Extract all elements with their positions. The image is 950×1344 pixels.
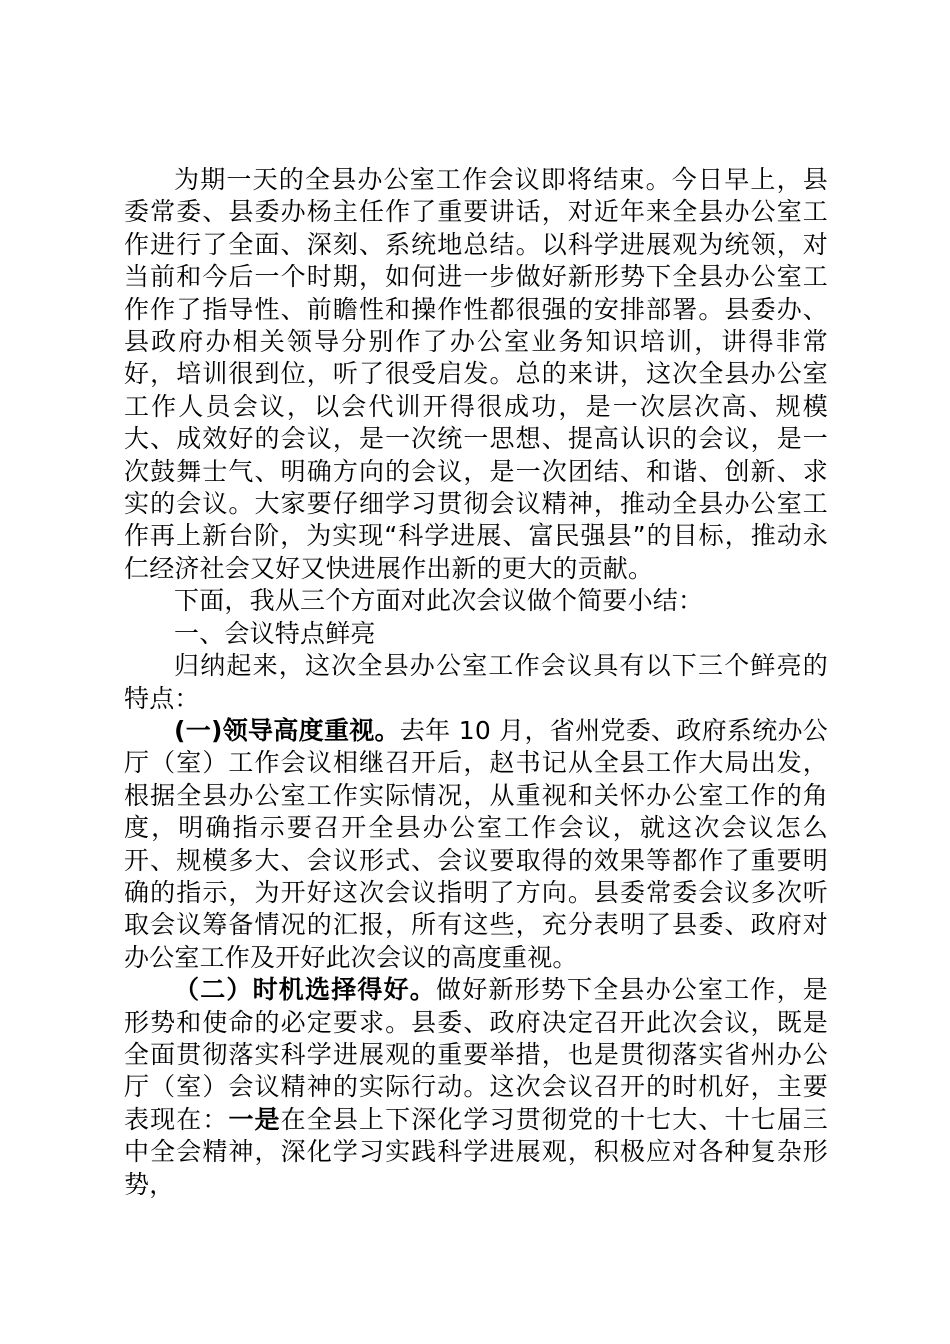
paragraph-point-2 bbox=[124, 974, 828, 1201]
point-heading: (一)领导高度重视。 bbox=[174, 715, 400, 745]
paragraph-text: 归纳起来，这次全县办公室工作会议具有以下三个鲜亮的特点： bbox=[124, 651, 828, 713]
paragraph-text: 为期一天的全县办公室工作会议即将结束。今日早上，县委常委、县委办杨主任作了重要讲话，对近年来全县办公室工作进行了全面、深刻、系统地总结。以科学进展观为统领，对当前和今后一个时期，如何进一步做好新形势下全县办公室工作作了指导性、前瞻性和操作性都很强的安排部署。县委办、县政府办相关领导分别作了办公室业务知识培训，讲得非常好，培训很到位，听了很受启发。总的来讲，这次全县办公室工作人员会议，以会代训开得很成功，是一次层次高、规模大、成效好的会议，是一次统一思想、提高认识的会议，是一次鼓舞士气、明确方向的会议，是一次团结、和谐、创新、求实的会议。大家要仔细学习贯彻会议精神，推动全县办公室工作再上新台阶，为实现“科学进展、富民强县”的目标，推动永仁经济社会又好又快进展作出新的更大的贡献。 bbox=[124, 165, 828, 583]
paragraph-text: 下面，我从三个方面对此次会议做个简要小结： bbox=[174, 586, 704, 616]
paragraph-text: 去年 10 月，省州党委、政府系统办公厅（室）工作会议相继召开后，赵书记从全县工作大局出发，根据全县办公室工作实际情况，从重视和关怀办公室工作的角度，明确指示要召开全县办公室工作会议，就这次会议怎么开、规模多大、会议形式、会议要取得的效果等都作了重要明确的指示，为开好这次会议指明了方向。县委常委会议多次听取会议筹备情况的汇报，所有这些，充分表明了县委、政府对办公室工作及开好此次会议的高度重视。 bbox=[124, 715, 828, 972]
point-subheading: 一是 bbox=[228, 1104, 281, 1134]
paragraph-summary bbox=[124, 650, 828, 715]
paragraph-overview bbox=[124, 585, 828, 617]
paragraph-text: 做好新形势下全县办公室工作，是形势和使命的必定要求。县委、政府决定召开此次会议，既是全面贯彻落实科学进展观的重要举措，也是贯彻落实省州办公厅（室）会议精神的实际行动。这次会议召开的时机好，主要表现在： bbox=[124, 975, 828, 1134]
paragraph-text: 在全县上下深化学习贯彻党的十七大、十七届三中全会精神，深化学习实践科学进展观，积极应对各种复杂形势， bbox=[124, 1104, 828, 1199]
section-heading-1 bbox=[124, 618, 828, 650]
paragraph-intro bbox=[124, 164, 828, 585]
paragraph-point-1 bbox=[124, 715, 828, 974]
point-heading: （二）时机选择得好。 bbox=[174, 975, 436, 1005]
section-heading-text: 一、会议特点鲜亮 bbox=[174, 618, 376, 648]
document-body bbox=[124, 164, 828, 1201]
